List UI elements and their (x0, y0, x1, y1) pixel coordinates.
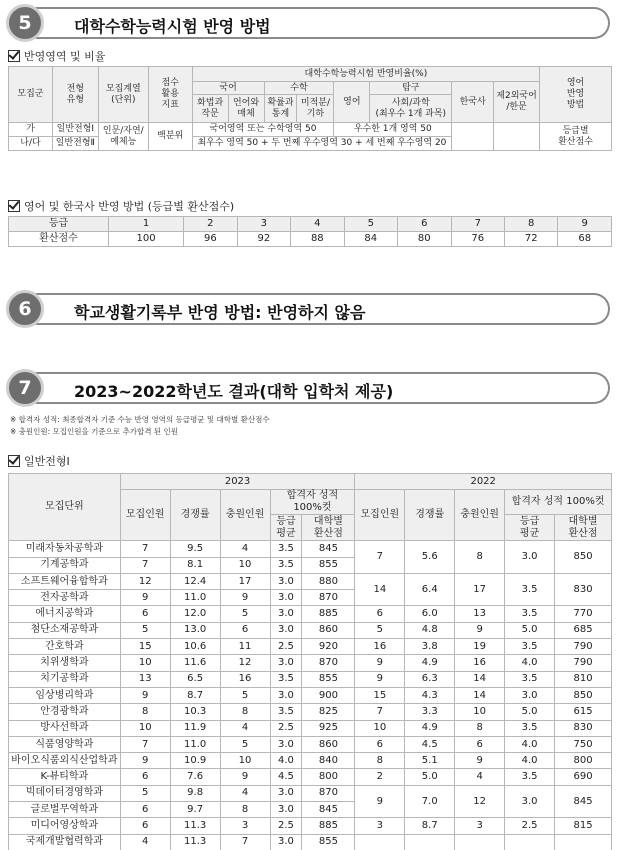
cell-2022-merged: 3.0 (505, 785, 555, 818)
cell-2023: 10.6 (170, 639, 220, 655)
row-score-index: 백분위 (148, 123, 192, 151)
cell-2022: 14 (455, 671, 505, 687)
header-m2: 미적분/ 기하 (297, 95, 334, 123)
cell-2022: 770 (555, 606, 612, 622)
dept-name: 안경광학과 (9, 704, 121, 720)
cell-2023: 7.6 (170, 769, 220, 785)
header-conv: 대학별 환산점 (302, 515, 355, 541)
cell-2022: 4.0 (505, 736, 555, 752)
cell-2023: 11.0 (170, 590, 220, 606)
cell-2022: 9 (455, 753, 505, 769)
header-year-2022: 2022 (355, 474, 612, 490)
cell-2022: 690 (555, 769, 612, 785)
cell-2023: 3.5 (270, 704, 302, 720)
section-title: 대학수학능력시험 반영 방법 (74, 17, 271, 36)
cell-2022: 4.9 (405, 720, 455, 736)
cell-2023: 11 (220, 639, 270, 655)
cell-2023: 9 (220, 769, 270, 785)
cell-2023: 3.0 (270, 834, 302, 850)
cell-2022: 4 (455, 769, 505, 785)
cell-2022-merged: 830 (555, 573, 612, 606)
cell-2023: 855 (302, 834, 355, 850)
cell-2023: 13 (120, 671, 170, 687)
cell-2023: 8.7 (170, 687, 220, 703)
cell-2023: 3.5 (270, 541, 302, 557)
cell-2023: 5 (120, 622, 170, 638)
cell-2023: 3.0 (270, 606, 302, 622)
table-row (9, 704, 612, 720)
cell-2022: 850 (555, 687, 612, 703)
cell-2022: 8.7 (405, 818, 455, 834)
cell-2022: 810 (555, 671, 612, 687)
cell-2022: 4.0 (505, 753, 555, 769)
cell-2023: 5 (120, 785, 170, 801)
dept-name: 미래자동차공학과 (9, 541, 121, 557)
cell-2023: 17 (220, 573, 270, 589)
cell-2023: 3.0 (270, 622, 302, 638)
table-row (9, 753, 612, 769)
cell-2023: 870 (302, 655, 355, 671)
cell-2023: 9 (220, 590, 270, 606)
cell-2023: 3.0 (270, 590, 302, 606)
cell-2022: 8 (355, 753, 405, 769)
cell-2022: 3.5 (505, 671, 555, 687)
cell-2022: 5.0 (405, 769, 455, 785)
cell-2023: 6.5 (170, 671, 220, 687)
cell-2023: 13.0 (170, 622, 220, 638)
cell-2022 (405, 834, 455, 850)
cell-2022-merged: 9 (355, 785, 405, 818)
cell-2022: 3 (355, 818, 405, 834)
dept-name: 바이오식품외식산업학과 (9, 753, 121, 769)
cell-2023: 7 (120, 541, 170, 557)
cell-2022: 3.5 (505, 639, 555, 655)
cell-2022: 5 (355, 622, 405, 638)
header-quota: 모집인원 (120, 490, 170, 541)
cell-2022-merged: 12 (455, 785, 505, 818)
section-number-badge: 7 (6, 369, 44, 407)
cell-2023: 16 (220, 671, 270, 687)
cell-2023: 5 (220, 736, 270, 752)
header-extra: 충원인원 (220, 490, 270, 541)
cell-2023: 12.4 (170, 573, 220, 589)
english-subtitle: 영어 및 한국사 반영 방법 (등급별 환산점수) (8, 198, 234, 214)
cell-2022: 15 (355, 687, 405, 703)
row-best-areas: 최우수 영역 50 + 두 번째 우수영역 30 + 세 번째 우수영역 20 (192, 137, 452, 151)
header-cut: 합격자 성적 100%컷 (270, 490, 355, 515)
table-row (9, 655, 612, 671)
cell-2022: 750 (555, 736, 612, 752)
cell-2022 (455, 834, 505, 850)
cell-2023: 7 (120, 736, 170, 752)
cell-2023: 2.5 (270, 818, 302, 834)
cell-2022: 8 (455, 720, 505, 736)
cell-2023: 4 (220, 541, 270, 557)
cell-2022-merged: 3.0 (505, 541, 555, 574)
cell-2022: 3.3 (405, 704, 455, 720)
dept-name: 기계공학과 (9, 557, 121, 573)
dept-name: 국제개발협력학과 (9, 834, 121, 850)
cell-2023: 3.0 (270, 687, 302, 703)
cell-2022: 10 (455, 704, 505, 720)
section-6-header (6, 290, 610, 328)
cell-2022: 16 (355, 639, 405, 655)
cell-2022: 4.9 (405, 655, 455, 671)
cell-2023: 845 (302, 802, 355, 818)
cell-2023: 8 (120, 704, 170, 720)
cell-2022: 790 (555, 655, 612, 671)
cell-2023: 2.5 (270, 720, 302, 736)
cell-2023: 870 (302, 590, 355, 606)
header-dept: 모집단위 (9, 474, 121, 541)
cell-2022: 9 (455, 622, 505, 638)
cell-2023: 9.8 (170, 785, 220, 801)
cell-2022-merged: 5.6 (405, 541, 455, 574)
header-conv: 대학별 환산점 (555, 515, 612, 541)
row-eng-method: 등급별 환산점수 (540, 123, 612, 151)
cell-2022: 685 (555, 622, 612, 638)
cell-2023: 11.3 (170, 818, 220, 834)
cell-2023: 855 (302, 557, 355, 573)
cell-2023: 9.7 (170, 802, 220, 818)
section-number-badge: 6 (6, 290, 44, 328)
cell-2023: 3 (220, 818, 270, 834)
dept-name: 치위생학과 (9, 655, 121, 671)
cell-2023: 9 (120, 687, 170, 703)
row-field: 인문/자연/ 예체능 (98, 123, 148, 151)
reflect-subtitle: 반영영역 및 비율 (8, 48, 105, 64)
grade-row: 등급 1 2 3 4 5 6 7 8 9 (9, 217, 612, 232)
cell-2022: 6.0 (405, 606, 455, 622)
cell-2023: 855 (302, 671, 355, 687)
cell-2022-merged: 8 (455, 541, 505, 574)
cell-2022: 5.1 (405, 753, 455, 769)
header-foreign: 제2외국어 /한문 (494, 82, 540, 123)
cell-2022-merged: 6.4 (405, 573, 455, 606)
cell-2023: 3.0 (270, 736, 302, 752)
cell-2023: 3.0 (270, 802, 302, 818)
table-row (9, 720, 612, 736)
cell-2023: 6 (220, 622, 270, 638)
row-recruit: 나/다 (9, 137, 53, 151)
table-row (9, 834, 612, 850)
header-k2: 언어와 매체 (228, 95, 264, 123)
cell-2023: 12.0 (170, 606, 220, 622)
cell-2023: 8.1 (170, 557, 220, 573)
header-social: 사회/과학 (최우수 1개 과목) (370, 95, 452, 123)
cell-2022: 7 (355, 704, 405, 720)
cell-2022: 830 (555, 720, 612, 736)
cell-2023: 9.5 (170, 541, 220, 557)
row-type: 일반전형Ⅱ (52, 137, 98, 151)
row-korean-math: 국어영역 또는 수학영역 50 (192, 123, 334, 137)
cell-2023: 6 (120, 769, 170, 785)
cell-2023: 10 (220, 753, 270, 769)
dept-name: 임상병리학과 (9, 687, 121, 703)
cell-2022: 2.5 (505, 818, 555, 834)
cell-2023: 4 (220, 785, 270, 801)
cell-2022 (555, 834, 612, 850)
cell-2022: 4.5 (405, 736, 455, 752)
cell-2022: 19 (455, 639, 505, 655)
note: ※ 충원인원: 모집인원을 기준으로 추가합격 된 인원 (10, 427, 179, 436)
cell-2023: 15 (120, 639, 170, 655)
header-field: 모집계열 (단위) (98, 67, 148, 123)
cell-2022-merged: 14 (355, 573, 405, 606)
cell-2022: 3.5 (505, 720, 555, 736)
cell-2023: 11.9 (170, 720, 220, 736)
cell-2022: 9 (355, 671, 405, 687)
header-grade-avg: 등급 평균 (505, 515, 555, 541)
header-recruit: 모집군 (9, 67, 53, 123)
table-row (9, 736, 612, 752)
cell-2023: 870 (302, 785, 355, 801)
cell-2023: 11.0 (170, 736, 220, 752)
dept-name: 간호학과 (9, 639, 121, 655)
checkbox-icon (8, 50, 20, 62)
cell-2023: 885 (302, 818, 355, 834)
cell-2023: 2.5 (270, 639, 302, 655)
cell-2022: 5.0 (505, 622, 555, 638)
cell-2022: 4.8 (405, 622, 455, 638)
cell-2023: 840 (302, 753, 355, 769)
cell-2022: 800 (555, 753, 612, 769)
cell-2023: 8 (220, 802, 270, 818)
cell-2023: 900 (302, 687, 355, 703)
table-row (9, 687, 612, 703)
cell-2022: 9 (355, 655, 405, 671)
header-cut: 합격자 성적 100%컷 (505, 490, 612, 515)
checkbox-icon (8, 200, 20, 212)
cell-2022: 3.0 (505, 687, 555, 703)
cell-2023: 7 (120, 557, 170, 573)
cell-2023: 920 (302, 639, 355, 655)
dept-name: 소프트웨어융합학과 (9, 573, 121, 589)
section-number-badge: 5 (6, 4, 44, 42)
cell-2023: 7 (220, 834, 270, 850)
cell-2023: 5 (220, 606, 270, 622)
table-row (9, 785, 612, 801)
cell-2022: 16 (455, 655, 505, 671)
cell-2023: 6 (120, 802, 170, 818)
table-row (9, 606, 612, 622)
cell-2022: 6 (455, 736, 505, 752)
cell-2023: 12 (120, 573, 170, 589)
cell-2022: 3.8 (405, 639, 455, 655)
cell-2023: 3.0 (270, 573, 302, 589)
cell-2022: 6 (355, 606, 405, 622)
dept-name: 에너지공학과 (9, 606, 121, 622)
header-competition: 경쟁률 (170, 490, 220, 541)
dept-name: 방사선학과 (9, 720, 121, 736)
cell-2023: 800 (302, 769, 355, 785)
cell-2023: 3.5 (270, 671, 302, 687)
cell-2022 (355, 834, 405, 850)
dept-name: 식품영양학과 (9, 736, 121, 752)
section-title: 2023~2022학년도 결과(대학 입학처 제공) (74, 382, 394, 401)
header-type: 전형 유형 (52, 67, 98, 123)
cell-2022: 815 (555, 818, 612, 834)
cell-2023: 4 (120, 834, 170, 850)
header-english: 영어 (334, 82, 370, 123)
results-subtitle: 일반전형Ⅰ (8, 453, 70, 469)
cell-2023: 9 (120, 590, 170, 606)
table-row (9, 622, 612, 638)
cell-2022: 790 (555, 639, 612, 655)
table-row (9, 639, 612, 655)
cell-2023: 3.0 (270, 785, 302, 801)
cell-2023: 8 (220, 704, 270, 720)
cell-2023: 3.5 (270, 557, 302, 573)
header-year-2023: 2023 (120, 474, 355, 490)
cell-2022: 3.5 (505, 769, 555, 785)
cell-2023: 11.3 (170, 834, 220, 850)
cell-2023: 11.6 (170, 655, 220, 671)
cell-2023: 880 (302, 573, 355, 589)
cell-2023: 885 (302, 606, 355, 622)
cell-2022: 2 (355, 769, 405, 785)
cell-2023: 10.3 (170, 704, 220, 720)
header-score-index: 점수 활용 지표 (148, 67, 192, 123)
cell-2023: 10.9 (170, 753, 220, 769)
cell-2022: 13 (455, 606, 505, 622)
dept-name: K-뷰티학과 (9, 769, 121, 785)
table-row (9, 541, 612, 557)
table-row (9, 769, 612, 785)
header-inquiry: 탐구 (370, 82, 452, 95)
cell-2022: 4.3 (405, 687, 455, 703)
score-row: 환산점수 100 96 92 88 84 80 76 72 68 (9, 232, 612, 247)
row-recruit: 가 (9, 123, 53, 137)
cell-2023: 12 (220, 655, 270, 671)
cell-2022: 14 (455, 687, 505, 703)
cell-2023: 4.0 (270, 753, 302, 769)
row-inquiry: 우수한 1개 영역 50 (334, 123, 452, 137)
header-grade-avg: 등급 평균 (270, 515, 302, 541)
cell-2022-merged: 3.5 (505, 573, 555, 606)
section-7-header (6, 369, 610, 407)
cell-2022: 10 (355, 720, 405, 736)
cell-2023: 6 (120, 818, 170, 834)
dept-name: 치기공학과 (9, 671, 121, 687)
cell-2023: 4.5 (270, 769, 302, 785)
dept-name: 전자공학과 (9, 590, 121, 606)
cell-2022-merged: 7 (355, 541, 405, 574)
cell-2023: 5 (220, 687, 270, 703)
cell-2022 (505, 834, 555, 850)
row-type: 일반전형Ⅰ (52, 123, 98, 137)
cell-2022-merged: 7.0 (405, 785, 455, 818)
cell-2023: 10 (120, 720, 170, 736)
cell-2022: 4.0 (505, 655, 555, 671)
cell-2023: 9 (120, 753, 170, 769)
dept-name: 글로벌무역학과 (9, 802, 121, 818)
english-score-table (8, 216, 612, 247)
cell-2023: 3.0 (270, 655, 302, 671)
header-quota: 모집인원 (355, 490, 405, 541)
checkbox-icon (8, 455, 20, 467)
cell-2023: 4 (220, 720, 270, 736)
cell-2023: 6 (120, 606, 170, 622)
cell-2023: 825 (302, 704, 355, 720)
header-m1: 확률과 통계 (264, 95, 297, 123)
header-history: 한국사 (452, 82, 494, 123)
dept-name: 빅데이터경영학과 (9, 785, 121, 801)
cell-2022: 3 (455, 818, 505, 834)
cell-2022: 5.0 (505, 704, 555, 720)
dept-name: 미디어영상학과 (9, 818, 121, 834)
cell-2022: 6.3 (405, 671, 455, 687)
cell-2023: 860 (302, 622, 355, 638)
table-row (9, 671, 612, 687)
cell-2022: 615 (555, 704, 612, 720)
cell-2022: 6 (355, 736, 405, 752)
note: ※ 합격자 성적: 최종합격자 기준 수능 반영 영역의 등급평균 및 대학별 환산점수 (10, 415, 270, 424)
header-korean: 국어 (192, 82, 264, 95)
cell-2022-merged: 850 (555, 541, 612, 574)
cell-2022: 3.5 (505, 606, 555, 622)
cell-2023: 860 (302, 736, 355, 752)
cell-2023: 925 (302, 720, 355, 736)
header-math: 수학 (264, 82, 334, 95)
cell-2022-merged: 17 (455, 573, 505, 606)
header-csat: 대학수학능력시험 반영비율(%) (192, 67, 539, 82)
dept-name: 첨단소재공학과 (9, 622, 121, 638)
header-competition: 경쟁률 (405, 490, 455, 541)
header-extra: 충원인원 (455, 490, 505, 541)
section-5-header (6, 4, 610, 42)
cell-2023: 845 (302, 541, 355, 557)
header-eng-method: 영어 반영 방법 (540, 67, 612, 123)
reflect-ratio-table (8, 66, 612, 151)
results-table (8, 473, 612, 850)
header-k1: 화법과 작문 (192, 95, 228, 123)
cell-2023: 10 (120, 655, 170, 671)
cell-2022-merged: 845 (555, 785, 612, 818)
table-row (9, 573, 612, 589)
cell-2023: 10 (220, 557, 270, 573)
table-row (9, 818, 612, 834)
section-title: 학교생활기록부 반영 방법: 반영하지 않음 (74, 303, 366, 322)
